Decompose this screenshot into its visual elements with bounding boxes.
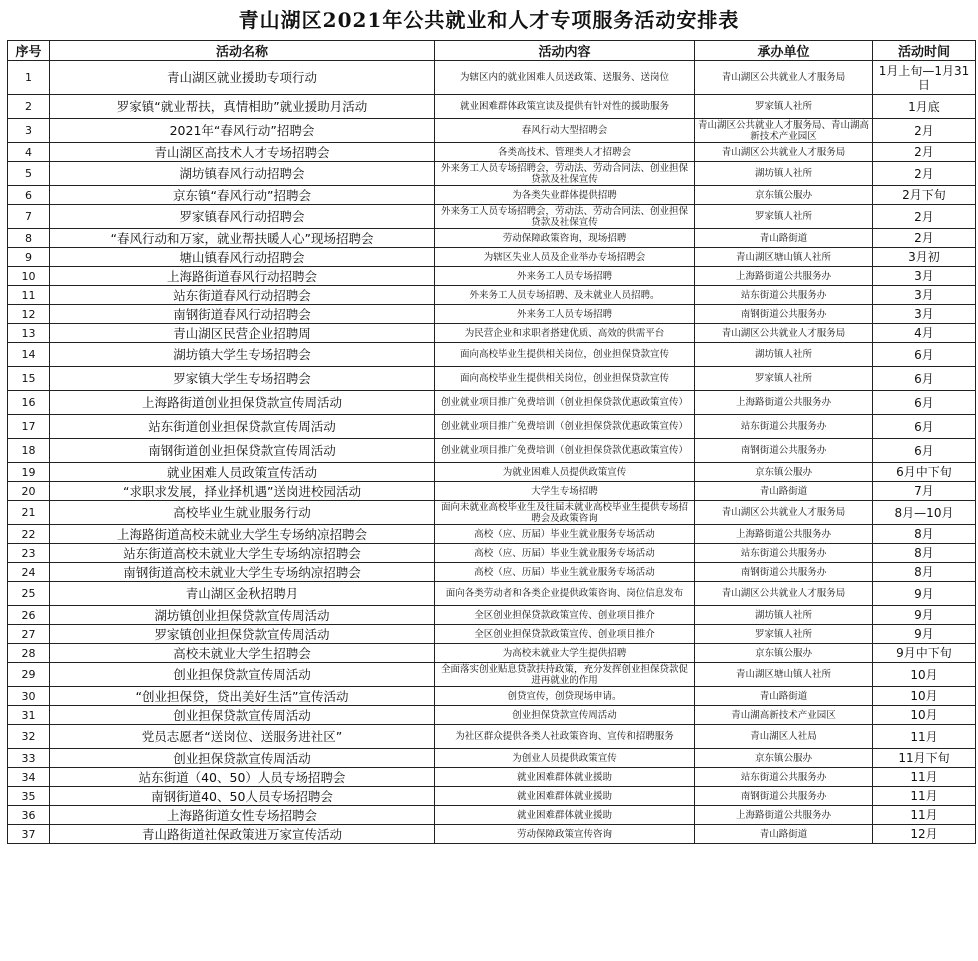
cell-name: 京东镇“春风行动”招聘会 xyxy=(50,186,435,205)
cell-no: 27 xyxy=(8,625,50,644)
cell-content: 就业困难群体就业援助 xyxy=(435,787,695,806)
cell-content: 劳动保障政策咨询，现场招聘 xyxy=(435,229,695,248)
table-row xyxy=(8,119,976,143)
cell-no: 31 xyxy=(8,706,50,725)
table-row xyxy=(8,248,976,267)
cell-unit: 南钢街道公共服务办 xyxy=(695,787,873,806)
cell-content: 就业困难群体就业援助 xyxy=(435,768,695,787)
cell-content: 为社区群众提供各类人社政策咨询、宣传和招聘服务 xyxy=(435,725,695,749)
cell-unit: 青山湖区人社局 xyxy=(695,725,873,749)
cell-content: 创业就业项目推广免费培训（创业担保贷款优惠政策宣传） xyxy=(435,415,695,439)
cell-no: 12 xyxy=(8,305,50,324)
cell-unit: 湖坊镇人社所 xyxy=(695,606,873,625)
cell-time: 11月 xyxy=(873,806,976,825)
table-row xyxy=(8,582,976,606)
cell-unit: 罗家镇人社所 xyxy=(695,205,873,229)
table-row xyxy=(8,162,976,186)
cell-no: 13 xyxy=(8,324,50,343)
cell-unit: 青山湖区公共就业人才服务局 xyxy=(695,324,873,343)
cell-no: 6 xyxy=(8,186,50,205)
cell-no: 23 xyxy=(8,544,50,563)
cell-unit: 青山湖区公共就业人才服务局、青山湖高新技术产业园区 xyxy=(695,119,873,143)
cell-unit: 青山路街道 xyxy=(695,687,873,706)
cell-no: 2 xyxy=(8,95,50,119)
cell-time: 11月 xyxy=(873,787,976,806)
cell-unit: 罗家镇人社所 xyxy=(695,625,873,644)
cell-content: 创贷宣传，创贷现场申请。 xyxy=(435,687,695,706)
cell-no: 9 xyxy=(8,248,50,267)
cell-unit: 京东镇公服办 xyxy=(695,186,873,205)
cell-no: 36 xyxy=(8,806,50,825)
table-row xyxy=(8,186,976,205)
cell-name: 南钢街道创业担保贷款宣传周活动 xyxy=(50,439,435,463)
table-row xyxy=(8,61,976,95)
table-row xyxy=(8,725,976,749)
table-row xyxy=(8,706,976,725)
cell-time: 3月 xyxy=(873,286,976,305)
cell-name: 南钢街道40、50人员专场招聘会 xyxy=(50,787,435,806)
cell-name: 上海路街道创业担保贷款宣传周活动 xyxy=(50,391,435,415)
cell-time: 8月 xyxy=(873,563,976,582)
cell-unit: 青山湖区公共就业人才服务局 xyxy=(695,61,873,95)
cell-content: 全区创业担保贷款政策宣传、创业项目推介 xyxy=(435,625,695,644)
table-body xyxy=(8,61,976,844)
cell-name: 就业困难人员政策宣传活动 xyxy=(50,463,435,482)
cell-name: 站东街道高校未就业大学生专场纳凉招聘会 xyxy=(50,544,435,563)
table-row xyxy=(8,229,976,248)
cell-name: 罗家镇创业担保贷款宣传周活动 xyxy=(50,625,435,644)
cell-name: 青山湖区就业援助专项行动 xyxy=(50,61,435,95)
cell-name: 青山湖区民营企业招聘周 xyxy=(50,324,435,343)
cell-unit: 青山湖区公共就业人才服务局 xyxy=(695,143,873,162)
table-row xyxy=(8,644,976,663)
cell-time: 2月 xyxy=(873,229,976,248)
table-row xyxy=(8,525,976,544)
table-row xyxy=(8,606,976,625)
cell-content: 面向高校毕业生提供相关岗位，创业担保贷款宣传 xyxy=(435,367,695,391)
cell-content: 全面落实创业贴息贷款扶持政策，充分发挥创业担保贷款促进再就业的作用 xyxy=(435,663,695,687)
cell-content: 创业担保贷款宣传周活动 xyxy=(435,706,695,725)
cell-time: 1月上旬—1月31日 xyxy=(873,61,976,95)
cell-unit: 南钢街道公共服务办 xyxy=(695,305,873,324)
cell-time: 9月中下旬 xyxy=(873,644,976,663)
cell-content: 为就业困难人员提供政策宣传 xyxy=(435,463,695,482)
cell-unit: 站东街道公共服务办 xyxy=(695,415,873,439)
cell-name: 南钢街道春风行动招聘会 xyxy=(50,305,435,324)
cell-unit: 青山路街道 xyxy=(695,229,873,248)
cell-no: 5 xyxy=(8,162,50,186)
cell-unit: 站东街道公共服务办 xyxy=(695,286,873,305)
table-row xyxy=(8,768,976,787)
cell-time: 6月 xyxy=(873,367,976,391)
cell-time: 8月 xyxy=(873,525,976,544)
cell-time: 11月 xyxy=(873,768,976,787)
table-row xyxy=(8,305,976,324)
table-row xyxy=(8,787,976,806)
table-row xyxy=(8,286,976,305)
table-row xyxy=(8,825,976,844)
cell-no: 35 xyxy=(8,787,50,806)
cell-no: 26 xyxy=(8,606,50,625)
header-content: 活动内容 xyxy=(435,41,695,61)
cell-name: 湖坊镇春风行动招聘会 xyxy=(50,162,435,186)
cell-unit: 上海路街道公共服务办 xyxy=(695,806,873,825)
table-header-row xyxy=(8,41,976,61)
cell-content: 面向未就业高校毕业生及往届未就业高校毕业生提供专场招聘会及政策咨询 xyxy=(435,501,695,525)
cell-unit: 青山湖区公共就业人才服务局 xyxy=(695,501,873,525)
cell-content: 外来务工人员专场招聘会，劳动法、劳动合同法、创业担保贷款及社保宣传 xyxy=(435,205,695,229)
cell-content: 外来务工人员专场招聘 xyxy=(435,305,695,324)
activity-table xyxy=(7,40,976,844)
cell-unit: 青山路街道 xyxy=(695,482,873,501)
cell-no: 32 xyxy=(8,725,50,749)
table-row xyxy=(8,463,976,482)
cell-name: 高校未就业大学生招聘会 xyxy=(50,644,435,663)
cell-no: 25 xyxy=(8,582,50,606)
cell-no: 22 xyxy=(8,525,50,544)
cell-time: 7月 xyxy=(873,482,976,501)
cell-time: 4月 xyxy=(873,324,976,343)
cell-name: 站东街道创业担保贷款宣传周活动 xyxy=(50,415,435,439)
cell-unit: 罗家镇人社所 xyxy=(695,95,873,119)
cell-unit: 京东镇公服办 xyxy=(695,463,873,482)
table-row xyxy=(8,415,976,439)
cell-unit: 上海路街道公共服务办 xyxy=(695,525,873,544)
cell-name: 罗家镇春风行动招聘会 xyxy=(50,205,435,229)
cell-time: 6月 xyxy=(873,391,976,415)
cell-content: 高校（应、历届）毕业生就业服务专场活动 xyxy=(435,544,695,563)
cell-time: 10月 xyxy=(873,706,976,725)
cell-name: “春风行动和万家，就业帮扶暖人心”现场招聘会 xyxy=(50,229,435,248)
cell-name: 上海路街道高校未就业大学生专场纳凉招聘会 xyxy=(50,525,435,544)
cell-time: 3月初 xyxy=(873,248,976,267)
cell-name: 站东街道春风行动招聘会 xyxy=(50,286,435,305)
cell-time: 2月 xyxy=(873,143,976,162)
table-row xyxy=(8,143,976,162)
table-row xyxy=(8,806,976,825)
cell-name: 站东街道（40、50）人员专场招聘会 xyxy=(50,768,435,787)
cell-content: 为辖区内的就业困难人员送政策、送服务、送岗位 xyxy=(435,61,695,95)
cell-name: 上海路街道女性专场招聘会 xyxy=(50,806,435,825)
table-row xyxy=(8,205,976,229)
cell-unit: 湖坊镇人社所 xyxy=(695,162,873,186)
cell-time: 6月 xyxy=(873,439,976,463)
table-row xyxy=(8,544,976,563)
table-row xyxy=(8,625,976,644)
cell-time: 2月 xyxy=(873,162,976,186)
cell-no: 8 xyxy=(8,229,50,248)
cell-unit: 青山湖区塘山镇人社所 xyxy=(695,248,873,267)
cell-content: 全区创业担保贷款政策宣传、创业项目推介 xyxy=(435,606,695,625)
cell-content: 外来务工人员专场招聘 xyxy=(435,267,695,286)
cell-no: 4 xyxy=(8,143,50,162)
cell-unit: 青山路街道 xyxy=(695,825,873,844)
table-row xyxy=(8,391,976,415)
cell-name: “求职求发展，择业择机遇”送岗进校园活动 xyxy=(50,482,435,501)
cell-no: 24 xyxy=(8,563,50,582)
cell-no: 11 xyxy=(8,286,50,305)
cell-time: 6月 xyxy=(873,343,976,367)
cell-unit: 青山湖区公共就业人才服务局 xyxy=(695,582,873,606)
cell-content: 就业困难群体政策宣读及提供有针对性的援助服务 xyxy=(435,95,695,119)
header-unit: 承办单位 xyxy=(695,41,873,61)
table-row xyxy=(8,439,976,463)
cell-name: 创业担保贷款宣传周活动 xyxy=(50,749,435,768)
cell-no: 17 xyxy=(8,415,50,439)
cell-unit: 罗家镇人社所 xyxy=(695,367,873,391)
cell-name: 高校毕业生就业服务行动 xyxy=(50,501,435,525)
cell-name: 塘山镇春风行动招聘会 xyxy=(50,248,435,267)
table-row xyxy=(8,367,976,391)
cell-unit: 青山湖区塘山镇人社所 xyxy=(695,663,873,687)
cell-content: 各类高技术、管理类人才招聘会 xyxy=(435,143,695,162)
cell-name: 2021年“春风行动”招聘会 xyxy=(50,119,435,143)
cell-content: 为高校未就业大学生提供招聘 xyxy=(435,644,695,663)
cell-no: 10 xyxy=(8,267,50,286)
cell-name: 创业担保贷款宣传周活动 xyxy=(50,706,435,725)
cell-content: 为民营企业和求职者搭建优质、高效的供需平台 xyxy=(435,324,695,343)
table-row xyxy=(8,482,976,501)
cell-content: 创业就业项目推广免费培训（创业担保贷款优惠政策宣传） xyxy=(435,391,695,415)
cell-time: 6月中下旬 xyxy=(873,463,976,482)
cell-unit: 南钢街道公共服务办 xyxy=(695,563,873,582)
cell-name: 党员志愿者“送岗位、送服务进社区” xyxy=(50,725,435,749)
cell-time: 12月 xyxy=(873,825,976,844)
cell-no: 7 xyxy=(8,205,50,229)
cell-time: 6月 xyxy=(873,415,976,439)
cell-name: 创业担保贷款宣传周活动 xyxy=(50,663,435,687)
cell-no: 33 xyxy=(8,749,50,768)
cell-time: 2月 xyxy=(873,205,976,229)
cell-no: 34 xyxy=(8,768,50,787)
cell-unit: 湖坊镇人社所 xyxy=(695,343,873,367)
cell-name: 青山路街道社保政策进万家宣传活动 xyxy=(50,825,435,844)
table-row xyxy=(8,501,976,525)
table-row xyxy=(8,267,976,286)
cell-time: 10月 xyxy=(873,663,976,687)
table-row xyxy=(8,663,976,687)
cell-time: 8月—10月 xyxy=(873,501,976,525)
cell-no: 14 xyxy=(8,343,50,367)
cell-content: 高校（应、历届）毕业生就业服务专场活动 xyxy=(435,563,695,582)
cell-time: 9月 xyxy=(873,582,976,606)
cell-unit: 京东镇公服办 xyxy=(695,749,873,768)
cell-name: 青山湖区金秋招聘月 xyxy=(50,582,435,606)
cell-name: 湖坊镇大学生专场招聘会 xyxy=(50,343,435,367)
cell-name: 青山湖区高技术人才专场招聘会 xyxy=(50,143,435,162)
cell-time: 9月 xyxy=(873,625,976,644)
cell-content: 大学生专场招聘 xyxy=(435,482,695,501)
cell-no: 29 xyxy=(8,663,50,687)
cell-no: 19 xyxy=(8,463,50,482)
cell-name: 湖坊镇创业担保贷款宣传周活动 xyxy=(50,606,435,625)
table-row xyxy=(8,95,976,119)
cell-time: 11月下旬 xyxy=(873,749,976,768)
cell-no: 3 xyxy=(8,119,50,143)
table-row xyxy=(8,343,976,367)
cell-no: 1 xyxy=(8,61,50,95)
table-row xyxy=(8,324,976,343)
header-time: 活动时间 xyxy=(873,41,976,61)
cell-name: 罗家镇“就业帮扶，真情相助”就业援助月活动 xyxy=(50,95,435,119)
cell-no: 28 xyxy=(8,644,50,663)
cell-content: 面向各类劳动者和各类企业提供政策咨询、岗位信息发布 xyxy=(435,582,695,606)
cell-content: 为创业人员提供政策宣传 xyxy=(435,749,695,768)
table-row xyxy=(8,563,976,582)
cell-name: “创业担保贷，贷出美好生活”宣传活动 xyxy=(50,687,435,706)
cell-no: 16 xyxy=(8,391,50,415)
cell-no: 21 xyxy=(8,501,50,525)
cell-unit: 站东街道公共服务办 xyxy=(695,544,873,563)
cell-no: 20 xyxy=(8,482,50,501)
cell-no: 30 xyxy=(8,687,50,706)
table-row xyxy=(8,687,976,706)
cell-content: 为各类失业群体提供招聘 xyxy=(435,186,695,205)
cell-content: 面向高校毕业生提供相关岗位，创业担保贷款宣传 xyxy=(435,343,695,367)
cell-unit: 南钢街道公共服务办 xyxy=(695,439,873,463)
cell-time: 11月 xyxy=(873,725,976,749)
cell-content: 为辖区失业人员及企业举办专场招聘会 xyxy=(435,248,695,267)
cell-unit: 上海路街道公共服务办 xyxy=(695,267,873,286)
cell-time: 2月下旬 xyxy=(873,186,976,205)
cell-no: 37 xyxy=(8,825,50,844)
cell-content: 外来务工人员专场招聘、及未就业人员招聘。 xyxy=(435,286,695,305)
cell-content: 就业困难群体就业援助 xyxy=(435,806,695,825)
cell-time: 1月底 xyxy=(873,95,976,119)
cell-name: 罗家镇大学生专场招聘会 xyxy=(50,367,435,391)
cell-time: 3月 xyxy=(873,267,976,286)
cell-unit: 青山湖高新技术产业园区 xyxy=(695,706,873,725)
cell-time: 3月 xyxy=(873,305,976,324)
cell-time: 8月 xyxy=(873,544,976,563)
cell-unit: 上海路街道公共服务办 xyxy=(695,391,873,415)
cell-content: 高校（应、历届）毕业生就业服务专场活动 xyxy=(435,525,695,544)
header-no: 序号 xyxy=(8,41,50,61)
cell-content: 外来务工人员专场招聘会，劳动法、劳动合同法、创业担保贷款及社保宣传 xyxy=(435,162,695,186)
cell-content: 创业就业项目推广免费培训（创业担保贷款优惠政策宣传） xyxy=(435,439,695,463)
cell-unit: 京东镇公服办 xyxy=(695,644,873,663)
cell-name: 上海路街道春风行动招聘会 xyxy=(50,267,435,286)
page-title: 青山湖区2021年公共就业和人才专项服务活动安排表 xyxy=(238,8,740,32)
cell-name: 南钢街道高校未就业大学生专场纳凉招聘会 xyxy=(50,563,435,582)
cell-time: 10月 xyxy=(873,687,976,706)
cell-unit: 站东街道公共服务办 xyxy=(695,768,873,787)
cell-no: 18 xyxy=(8,439,50,463)
cell-content: 春风行动大型招聘会 xyxy=(435,119,695,143)
cell-time: 2月 xyxy=(873,119,976,143)
header-name: 活动名称 xyxy=(50,41,435,61)
cell-content: 劳动保障政策宣传咨询 xyxy=(435,825,695,844)
cell-no: 15 xyxy=(8,367,50,391)
cell-time: 9月 xyxy=(873,606,976,625)
table-row xyxy=(8,749,976,768)
